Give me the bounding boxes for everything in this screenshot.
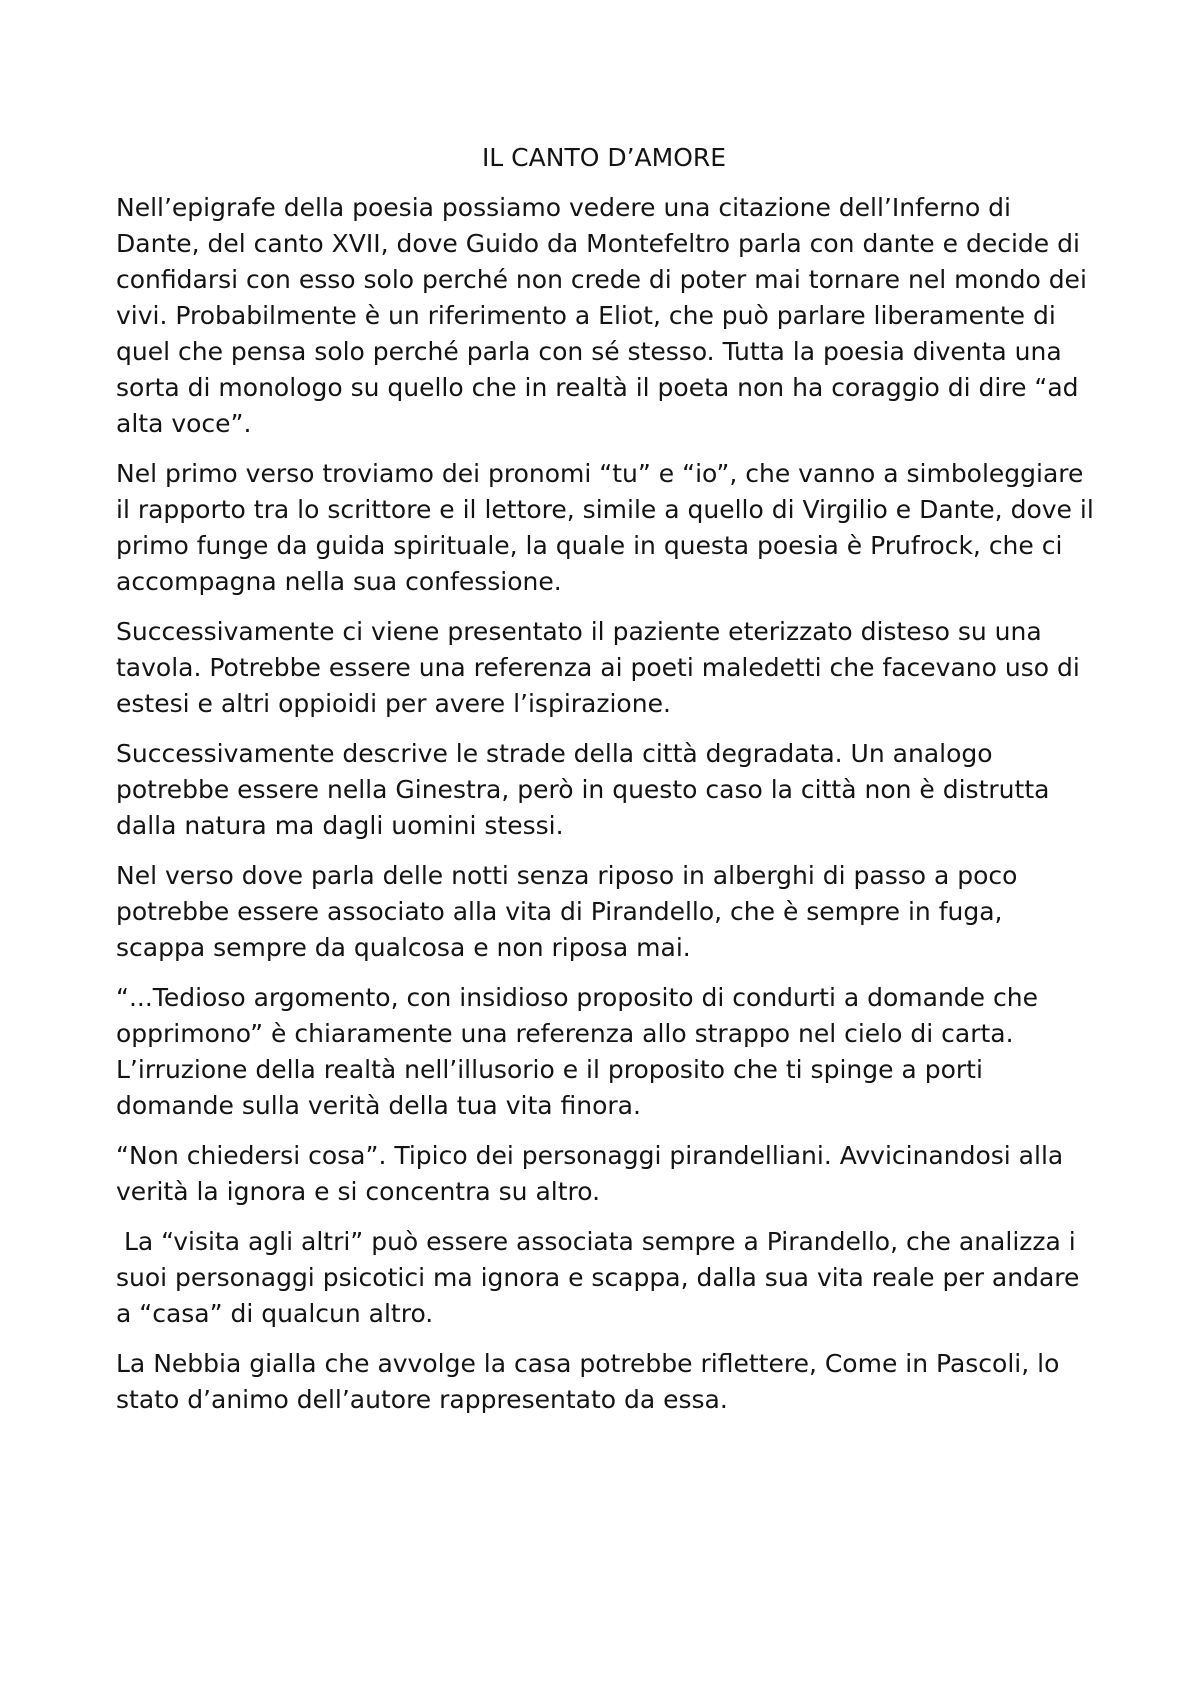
- paragraph-visita-agli-altri: La “visita agli altri” può essere associata sempre a Pirandello, che analizza i suoi personaggi psicotici ma ignora e scappa, dalla sua vita reale per andare a “casa” di qualcun altro.: [116, 1227, 1088, 1328]
- paragraph-notti-senza-riposo: Nel verso dove parla delle notti senza riposo in alberghi di passo a poco potrebbe essere associato alla vita di Pirandello, che è sempre in fuga, scappa sempre da qualcosa e non riposa mai.: [116, 861, 1026, 962]
- paragraph-tedioso-argomento: “...Tedioso argomento, con insidioso proposito di condurti a domande che opprimono” è chiaramente una referenza allo strappo nel cielo di carta. L’irruzione della realtà nell’illusorio e il proposito che ti spinge a porti domande sulla verità della tua vita finora.: [116, 983, 1046, 1120]
- paragraph-primo-verso: Nel primo verso troviamo dei pronomi “tu” e “io”, che vanno a simboleggiare il rapporto tra lo scrittore e il lettore, simile a quello di Virgilio e Dante, dove il primo funge da guida spirituale, la quale in questa poesia è Prufrock, che ci accompagna nella sua confessione.: [116, 459, 1102, 596]
- paragraph-epigrafe: Nell’epigrafe della poesia possiamo vedere una citazione dell’Inferno di Dante, del canto XVII, dove Guido da Montefeltro parla con dante e decide di confidarsi con esso solo perché non crede di poter mai tornare nel mondo dei vivi. Probabilmente è un riferimento a Eliot, che può parlare liberamente di quel che pensa solo perché parla con sé stesso. Tutta la poesia diventa una sorta di monologo su quello che in realtà il poeta non ha coraggio di dire “ad alta voce”.: [116, 193, 1095, 438]
- document-title: IL CANTO D’AMORE: [481, 143, 727, 172]
- paragraph-non-chiedersi: “Non chiedersi cosa”. Tipico dei personaggi pirandelliani. Avvicinandosi alla verità la ignora e si concentra su altro.: [116, 1141, 1072, 1206]
- paragraph-nebbia-gialla: La Nebbia gialla che avvolge la casa potrebbe riflettere, Come in Pascoli, lo stato d’animo dell’autore rappresentato da essa.: [116, 1349, 1068, 1414]
- paragraph-paziente-eterizzato: Successivamente ci viene presentato il paziente eterizzato disteso su una tavola. Potrebbe essere una referenza ai poeti maledetti che facevano uso di estesi e altri oppioidi per avere l’ispirazione.: [116, 617, 1088, 718]
- document-page: [116, 140, 1102, 1432]
- paragraph-strade-citta: Successivamente descrive le strade della città degradata. Un analogo potrebbe essere nella Ginestra, però in questo caso la città non è distrutta dalla natura ma dagli uomini stessi.: [116, 739, 1058, 840]
